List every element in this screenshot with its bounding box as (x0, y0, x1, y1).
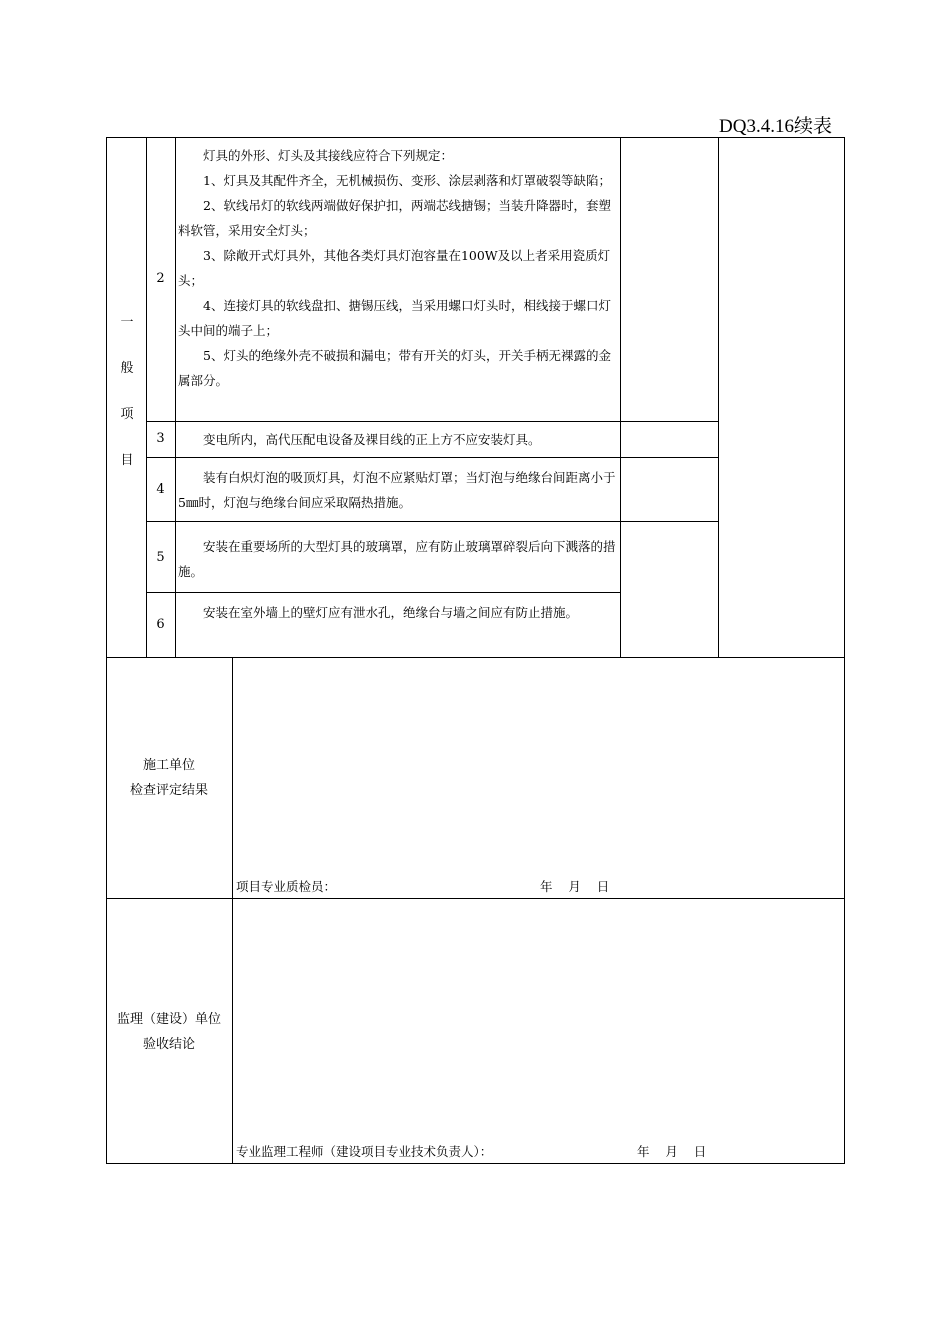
item-line: 灯具的外形、灯头及其接线应符合下列规定： (203, 148, 454, 163)
row-divider (146, 457, 718, 458)
item-line: 3、除敞开式灯具外，其他各类灯具灯泡容量在100W及以上者采用瓷质灯头； (178, 248, 611, 288)
item-2-content (178, 143, 619, 393)
section-divider (106, 657, 845, 658)
column-divider (232, 657, 233, 1164)
supervision-label-line: 监理（建设）单位 (116, 1012, 221, 1027)
item-3-content: 变电所内，高代压配电设备及裸目线的正上方不应安装灯具。 (203, 432, 541, 447)
section-label-char: 项 (120, 407, 134, 422)
item-number: 3 (156, 431, 165, 446)
section-divider (106, 898, 845, 899)
acceptance-date-label: 年 月 日 (637, 1144, 707, 1159)
construction-label-line: 检查评定结果 (129, 783, 208, 798)
column-divider (718, 137, 719, 657)
item-line: 1、灯具及其配件齐全，无机械损伤、变形、涂层剥落和灯罩破裂等缺陷； (203, 173, 611, 188)
supervision-unit-label (106, 1007, 232, 1057)
row-divider (146, 592, 620, 593)
section-label-general-items (108, 300, 146, 484)
item-4-content: 装有白炽灯泡的吸顶灯具，灯泡不应紧贴灯罩；当灯泡与绝缘台间距离小于5㎜时，灯泡与绝缘台间应采取隔热措施。 (178, 470, 616, 510)
supervising-engineer-signature-label: 专业监理工程师（建设项目专业技术负责人）： (236, 1144, 493, 1159)
supervision-label-line: 验收结论 (142, 1037, 195, 1052)
column-divider (146, 137, 147, 657)
column-divider (620, 137, 621, 657)
construction-label-line: 施工单位 (142, 758, 195, 773)
item-line: 2、软线吊灯的软线两端做好保护扣，两端芯线搪锡；当装升降器时，套塑料软管，采用安全灯头； (178, 198, 611, 238)
section-label-char: 般 (120, 361, 134, 376)
section-label-char: 一 (120, 315, 134, 330)
item-number: 6 (156, 617, 165, 632)
inspection-date-label: 年 月 日 (540, 879, 610, 894)
row-divider (146, 521, 718, 522)
item-6-content: 安装在室外墙上的壁灯应有泄水孔，绝缘台与墙之间应有防止措施。 (203, 605, 579, 620)
item-number: 2 (156, 271, 165, 286)
row-divider (146, 421, 718, 422)
item-number: 5 (156, 550, 165, 565)
item-line: 5、灯头的绝缘外壳不破损和漏电；带有开关的灯头，开关手柄无裸露的金属部分。 (178, 348, 611, 388)
form-code: DQ3.4.16续表 (719, 116, 832, 137)
column-divider (175, 137, 176, 657)
quality-inspector-signature-label: 项目专业质检员： (236, 879, 337, 894)
section-label-char: 目 (120, 453, 134, 468)
item-line: 4、连接灯具的软线盘扣、搪锡压线，当采用螺口灯头时，相线接于螺口灯头中间的端子上； (178, 298, 611, 338)
construction-unit-label (106, 753, 232, 803)
item-5-content: 安装在重要场所的大型灯具的玻璃罩，应有防止玻璃罩碎裂后向下溅落的措施。 (178, 539, 616, 579)
item-number: 4 (156, 482, 165, 497)
